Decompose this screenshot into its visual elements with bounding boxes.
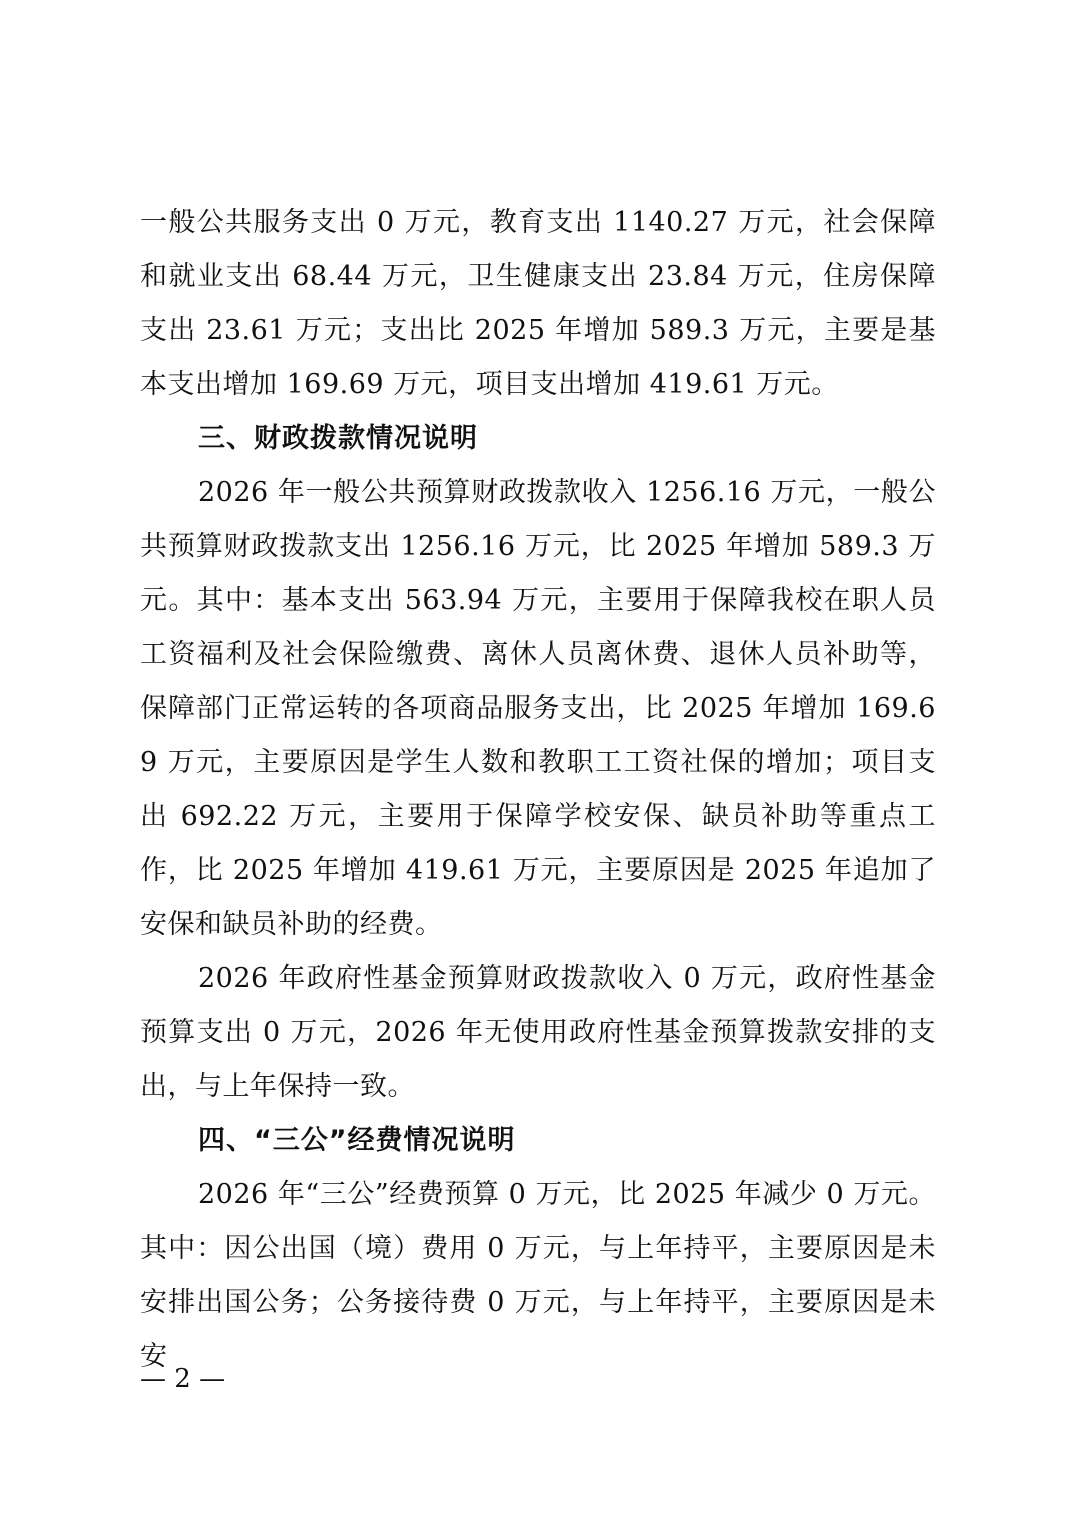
paragraph-government-fund: 2026 年政府性基金预算财政拨款收入 0 万元，政府性基金预算支出 0 万元，2026 年无使用政府性基金预算拨款安排的支出，与上年保持一致。 [140, 963, 936, 1102]
section-heading-fiscal-appropriation: 三、财政拨款情况说明 [198, 423, 478, 454]
section-heading-three-public-expenses: 四、“三公”经费情况说明 [198, 1125, 516, 1156]
paragraph-expenditure-continued: 一般公共服务支出 0 万元，教育支出 1140.27 万元，社会保障和就业支出 68.44 万元，卫生健康支出 23.84 万元，住房保障支出 23.61 万元；支出比 2025 年增加 589.3 万元，主要是基本支出增加 169.69 万元，项目支出增加 419.61 万元。 [140, 207, 936, 400]
paragraph-three-public-expenses: 2026 年“三公”经费预算 0 万元，比 2025 年减少 0 万元。其中：因公出国（境）费用 0 万元，与上年持平，主要原因是未安排出国公务；公务接待费 0 万元，与上年持平，主要原因是未安 [140, 1179, 936, 1372]
page-number: — 2 — [140, 1364, 226, 1394]
paragraph-general-budget: 2026 年一般公共预算财政拨款收入 1256.16 万元，一般公共预算财政拨款支出 1256.16 万元，比 2025 年增加 589.3 万元。其中：基本支出 563.94 万元，主要用于保障我校在职人员工资福利及社会保险缴费、离休人员离休费、退休人员补助等，保障部门正常运转的各项商品服务支出，比 2025 年增加 169.69 万元，主要原因是学生人数和教职工工资社保的增加；项目支出 692.22 万元，主要用于保障学校安保、缺员补助等重点工作，比 2025 年增加 419.61 万元，主要原因是 2025 年追加了安保和缺员补助的经费。 [140, 477, 936, 940]
document-body [140, 196, 936, 1384]
